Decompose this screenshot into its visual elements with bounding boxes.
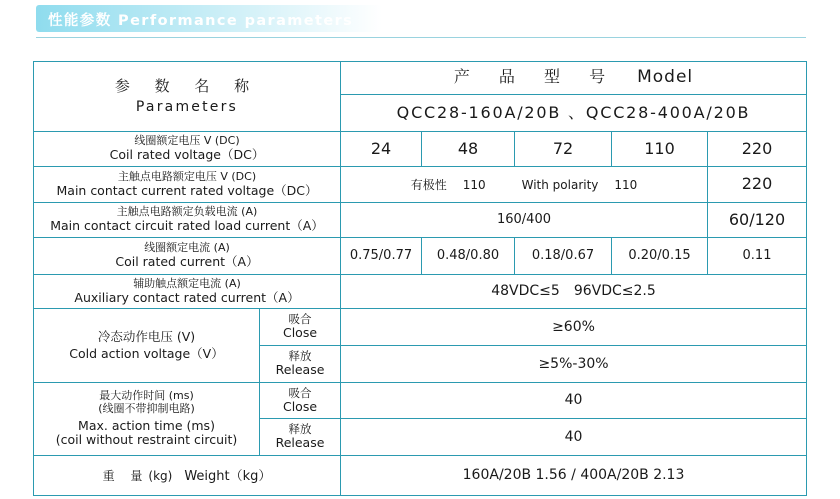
max-action-release-value: 40 bbox=[341, 419, 807, 456]
main-contact-voltage-220: 220 bbox=[708, 167, 807, 203]
coil-voltage-label-cn: 线圈额定电压 V (DC) bbox=[134, 134, 240, 148]
cold-action-close-value: ≥60% bbox=[341, 309, 807, 346]
main-contact-voltage-label-cn: 主触点电路额定电压 V (DC) bbox=[117, 169, 257, 183]
coil-voltage-value: 24 bbox=[341, 132, 422, 167]
close-label-cn: 吸合 bbox=[288, 312, 312, 327]
max-action-label bbox=[34, 383, 260, 456]
section-title: 性能参数 Performance parameters bbox=[48, 13, 354, 29]
coil-voltage-value: 48 bbox=[422, 132, 515, 167]
close-label-en: Close bbox=[282, 325, 318, 341]
aux-current-value: 48VDC≤5 96VDC≤2.5 bbox=[341, 275, 807, 309]
cold-action-release-value: ≥5%-30% bbox=[341, 346, 807, 383]
coil-voltage-label bbox=[34, 132, 341, 167]
model-header-cn: 产 品 型 号 bbox=[453, 67, 618, 87]
max-action-label-en-2: (coil without restraint circuit) bbox=[55, 432, 238, 448]
coil-voltage-value: 72 bbox=[515, 132, 612, 167]
cold-action-label-en: Cold action voltage（V） bbox=[69, 345, 224, 361]
polarity-cn: 有极性 bbox=[410, 178, 447, 193]
coil-current-value: 0.20/0.15 bbox=[612, 238, 708, 275]
max-action-label-en-1: Max. action time (ms) bbox=[78, 417, 215, 433]
release-label-en: Release bbox=[275, 435, 325, 451]
release-label-cn: 释放 bbox=[288, 422, 312, 437]
coil-current-label-cn: 线圈额定电流 (A) bbox=[144, 241, 230, 255]
polarity-en: With polarity bbox=[521, 178, 599, 193]
max-action-label-cn-1: 最大动作时间 (ms) bbox=[99, 389, 194, 403]
parameters-header-cn: 参 数 名 称 bbox=[114, 76, 260, 95]
parameters-header bbox=[34, 62, 341, 132]
weight-label-cn: 重 量 bbox=[102, 469, 149, 484]
max-action-release-label bbox=[260, 419, 341, 456]
parameters-header-en: Parameters bbox=[135, 99, 239, 116]
main-contact-current-value: 160/400 bbox=[341, 203, 708, 238]
main-contact-current-label-en: Main contact circuit rated load current（A） bbox=[50, 218, 324, 234]
cold-action-close-label bbox=[260, 309, 341, 346]
divider bbox=[36, 37, 806, 38]
release-label-en: Release bbox=[275, 362, 325, 378]
weight-value: 160A/20B 1.56 / 400A/20B 2.13 bbox=[341, 456, 807, 496]
coil-voltage-value: 110 bbox=[612, 132, 708, 167]
weight-label-en: Weight（kg） bbox=[184, 469, 272, 485]
main-contact-current-label bbox=[34, 203, 341, 238]
main-contact-voltage-label-en: Main contact current rated voltage（DC） bbox=[56, 182, 318, 198]
weight-label-unit: (kg) bbox=[148, 469, 173, 484]
coil-current-label-en: Coil rated current（A） bbox=[115, 254, 259, 270]
model-header bbox=[341, 62, 807, 95]
close-label-cn: 吸合 bbox=[288, 385, 312, 400]
main-contact-current-value-b: 60/120 bbox=[708, 203, 807, 238]
coil-voltage-label-en: Coil rated voltage（DC） bbox=[109, 147, 265, 163]
coil-current-value: 0.18/0.67 bbox=[515, 238, 612, 275]
max-action-close-label bbox=[260, 383, 341, 419]
max-action-close-value: 40 bbox=[341, 383, 807, 419]
coil-voltage-value: 220 bbox=[708, 132, 807, 167]
cold-action-label bbox=[34, 309, 260, 383]
close-label-en: Close bbox=[282, 398, 318, 414]
main-contact-current-label-cn: 主触点电路额定负载电流 (A) bbox=[116, 205, 258, 219]
cold-action-release-label bbox=[260, 346, 341, 383]
cold-action-label-cn: 冷态动作电压 (V) bbox=[97, 329, 196, 345]
main-contact-voltage-label bbox=[34, 167, 341, 203]
aux-current-label-en: Auxiliary contact rated current（A） bbox=[74, 289, 300, 305]
polarity-cn-value: 110 bbox=[462, 178, 486, 193]
polarity-en-value: 110 bbox=[614, 178, 638, 193]
polarity-cell bbox=[341, 167, 708, 203]
performance-table bbox=[33, 61, 807, 496]
model-numbers: QCC28-160A/20B 、QCC28-400A/20B bbox=[341, 95, 807, 132]
coil-current-value: 0.11 bbox=[708, 238, 807, 275]
coil-current-label bbox=[34, 238, 341, 275]
coil-current-value: 0.48/0.80 bbox=[422, 238, 515, 275]
aux-current-label bbox=[34, 275, 341, 309]
max-action-label-cn-2: (线圈不带抑制电路) bbox=[98, 402, 195, 416]
section-banner bbox=[36, 5, 382, 32]
release-label-cn: 释放 bbox=[288, 349, 312, 364]
model-header-en: Model bbox=[637, 67, 694, 88]
aux-current-label-cn: 辅助触点额定电流 (A) bbox=[133, 276, 241, 290]
weight-label bbox=[34, 456, 341, 496]
coil-current-value: 0.75/0.77 bbox=[341, 238, 422, 275]
